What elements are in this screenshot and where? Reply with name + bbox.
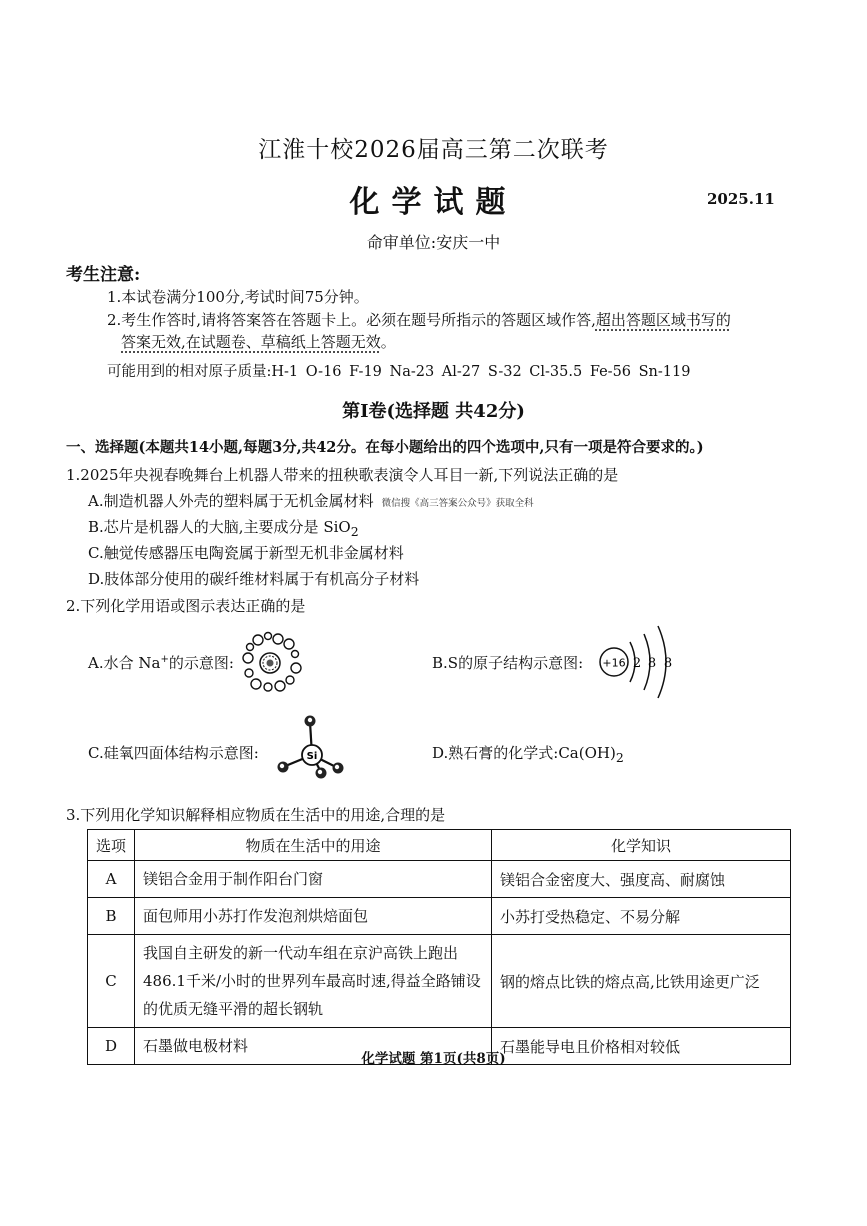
notice-heading: 考生注意: bbox=[66, 265, 141, 285]
table-cell-use: 镁铝合金用于制作阳台门窗 bbox=[135, 861, 492, 898]
table-cell-knowledge: 钢的熔点比铁的熔点高,比铁用途更广泛 bbox=[492, 935, 791, 1028]
q2-option-d bbox=[432, 742, 624, 765]
table-cell-option: A bbox=[88, 861, 135, 898]
q2-stem: 2.下列化学用语或图示表达正确的是 bbox=[66, 597, 306, 615]
page-footer: 化学试题 第1页(共8页) bbox=[361, 1051, 506, 1067]
table-header-use: 物质在生活中的用途 bbox=[135, 830, 492, 861]
shell-electrons-1: 2 bbox=[632, 656, 642, 671]
table-cell-use: 面包师用小苏打作发泡剂烘焙面包 bbox=[135, 898, 492, 935]
q1-option-b-text: B.芯片是机器人的大脑,主要成分是 SiO bbox=[88, 518, 351, 536]
notice-item-1: 1.本试卷满分100分,考试时间75分钟。 bbox=[107, 288, 369, 306]
table-cell-option: C bbox=[88, 935, 135, 1028]
q1-stem: 1.2025年央视春晚舞台上机器人带来的扭秧歌表演令人耳目一新,下列说法正确的是 bbox=[66, 466, 619, 484]
q2-option-d-sub: 2 bbox=[615, 750, 624, 765]
notice-item-2 bbox=[107, 309, 731, 330]
table-cell-knowledge: 镁铝合金密度大、强度高、耐腐蚀 bbox=[492, 861, 791, 898]
setter-unit: 命审单位:安庆一中 bbox=[366, 233, 501, 252]
exam-title: 江淮十校2026届高三第二次联考 bbox=[258, 137, 609, 163]
table-cell-option: B bbox=[88, 898, 135, 935]
section-instructions: 一、选择题(本题共14小题,每题3分,共42分。在每小题给出的四个选项中,只有一项是符合要求的。) bbox=[66, 439, 704, 456]
sulfur-nucleus-label: +16 bbox=[602, 656, 626, 670]
watermark-note: 微信搜《高三答案公众号》获取全科 bbox=[381, 498, 534, 509]
table-cell-knowledge: 小苏打受热稳定、不易分解 bbox=[492, 898, 791, 935]
table-cell-use: 我国自主研发的新一代动车组在京沪高铁上跑出486.1千米/小时的世界列车最高时速,得益全路铺设的优质无缝平滑的超长钢轨 bbox=[135, 935, 492, 1028]
q2-option-a-text: A.水合 Na bbox=[88, 654, 161, 672]
q2-option-c: C.硅氧四面体结构示意图: bbox=[88, 744, 259, 762]
q2-option-a-tail: 的示意图: bbox=[168, 654, 234, 672]
subject-title: 化学试题 bbox=[349, 185, 518, 220]
silicon-label: Si bbox=[306, 751, 318, 762]
table-cell-option: D bbox=[88, 1028, 135, 1065]
table-row bbox=[88, 898, 791, 935]
q1-option-a bbox=[88, 490, 534, 511]
exam-date: 2025.11 bbox=[707, 190, 775, 208]
table-header-row bbox=[88, 830, 791, 861]
notice-item-2-text: 2.考生作答时,请将答案答在答题卡上。必须在题号所指示的答题区域作答, bbox=[107, 311, 596, 329]
q1-option-b-sub: 2 bbox=[350, 524, 359, 539]
table-cell-knowledge: 石墨能导电且价格相对较低 bbox=[492, 1028, 791, 1065]
hydrated-sodium-diagram bbox=[240, 628, 306, 694]
shell-electrons-3: 8 bbox=[663, 656, 673, 671]
q3-stem: 3.下列用化学知识解释相应物质在生活中的用途,合理的是 bbox=[66, 806, 446, 824]
section-title: 第Ⅰ卷(选择题 共42分) bbox=[342, 401, 525, 422]
q2-option-b: B.S的原子结构示意图: bbox=[432, 654, 584, 672]
q1-option-a-text: A.制造机器人外壳的塑料属于无机金属材料 bbox=[88, 492, 374, 510]
table-cell-use: 石墨做电极材料 bbox=[135, 1028, 492, 1065]
sulfur-atom-diagram bbox=[596, 620, 678, 704]
atomic-masses: 可能用到的相对原子质量:H-1 O-16 F-19 Na-23 Al-27 S-32 Cl-35.5 Fe-56 Sn-119 bbox=[107, 364, 691, 380]
notice-item-2-emphasis: 超出答题区域书写的 bbox=[595, 311, 731, 329]
q2-option-d-text: D.熟石膏的化学式:Ca(OH) bbox=[432, 744, 616, 762]
q3-table bbox=[87, 829, 791, 1065]
q2-option-a bbox=[88, 652, 234, 673]
silicon-tetrahedron-diagram bbox=[272, 712, 352, 784]
table-header-option: 选项 bbox=[88, 830, 135, 861]
notice-item-2-emphasis-2: 答案无效,在试题卷、草稿纸上答题无效 bbox=[121, 333, 381, 351]
table-row bbox=[88, 935, 791, 1028]
q1-option-c: C.触觉传感器压电陶瓷属于新型无机非金属材料 bbox=[88, 544, 404, 562]
notice-item-2-cont bbox=[121, 331, 396, 352]
table-row bbox=[88, 861, 791, 898]
table-header-knowledge: 化学知识 bbox=[492, 830, 791, 861]
shell-electrons-2: 8 bbox=[647, 656, 657, 671]
q2-option-a-sup: + bbox=[160, 654, 169, 665]
q1-option-d: D.肢体部分使用的碳纤维材料属于有机高分子材料 bbox=[88, 570, 420, 588]
notice-item-2-end: 。 bbox=[380, 333, 396, 351]
q1-option-b bbox=[88, 516, 359, 539]
